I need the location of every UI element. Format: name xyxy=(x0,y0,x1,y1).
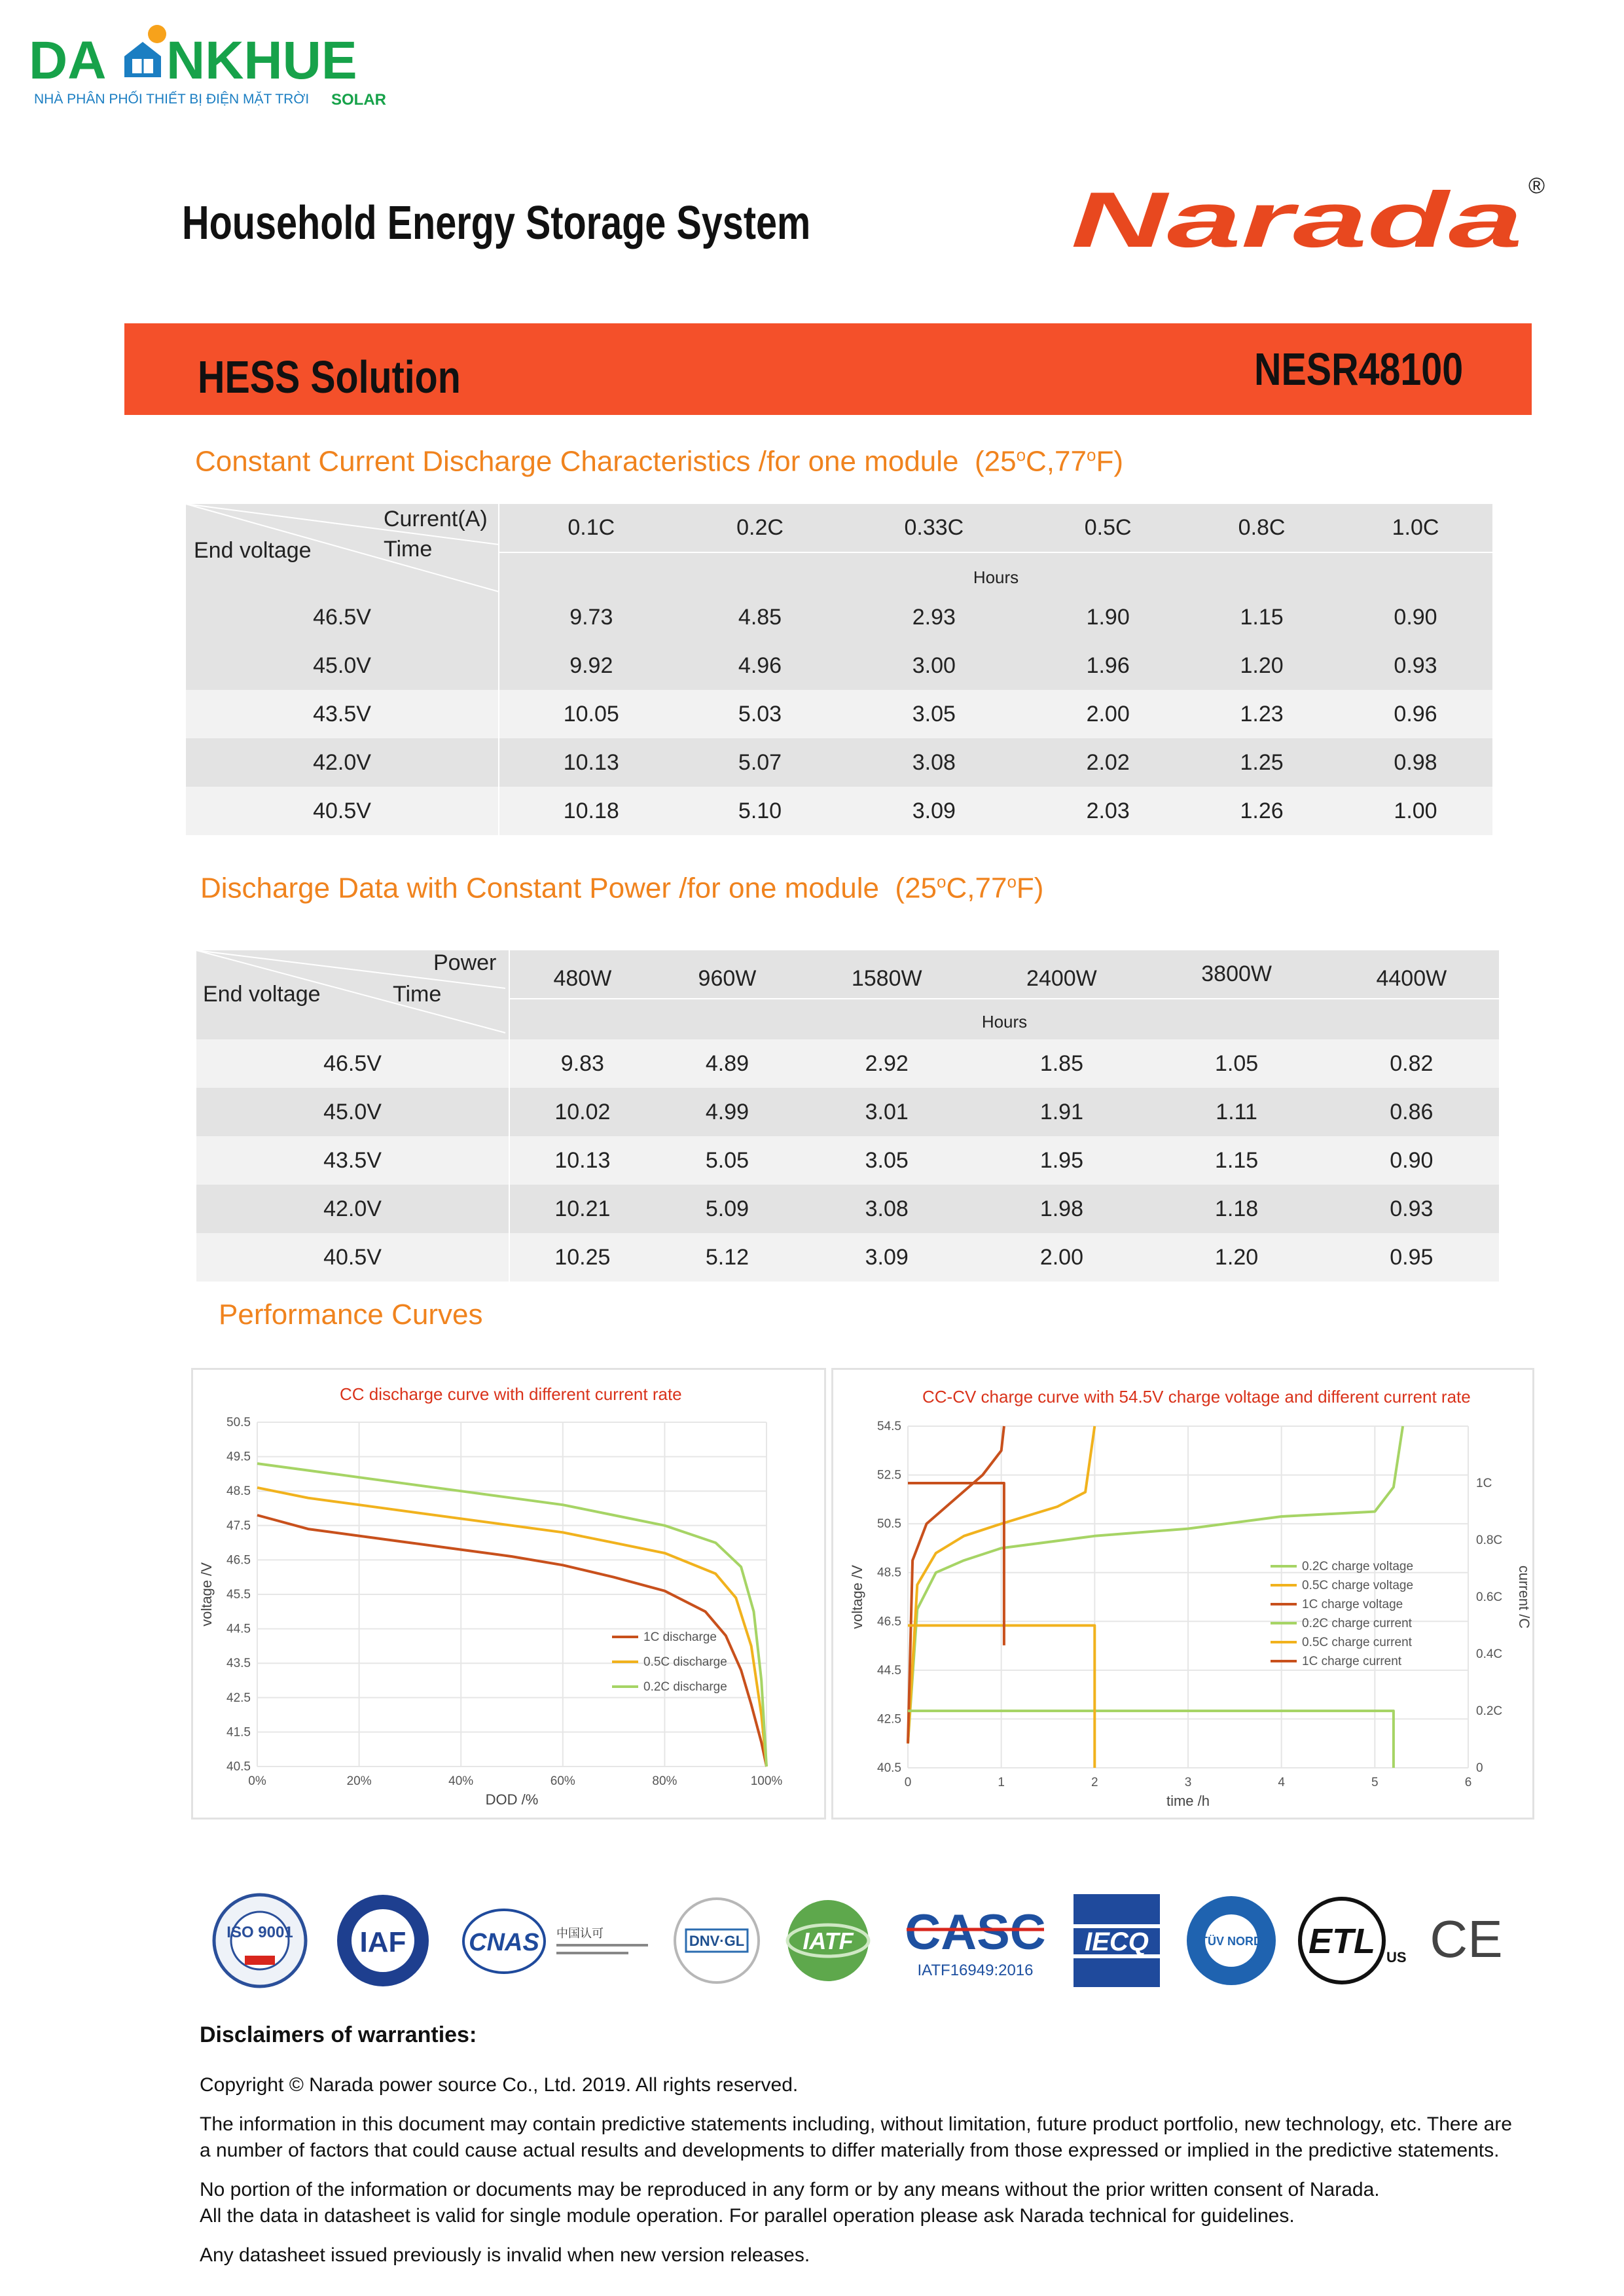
hours-unit-label: Hours xyxy=(499,552,1492,593)
table-cell: 0.93 xyxy=(1324,1185,1499,1233)
svg-text:NKHUE: NKHUE xyxy=(166,31,357,90)
table-row xyxy=(196,1136,1499,1185)
y-tick-label: 40.5 xyxy=(226,1760,251,1774)
corner-end-voltage-label: End voltage xyxy=(203,982,321,1007)
table-cell: 4.85 xyxy=(683,593,837,641)
table-cell: 10.18 xyxy=(563,798,619,823)
svg-text:Narada: Narada xyxy=(1071,176,1523,264)
y-tick-label: 40.5 xyxy=(877,1761,901,1775)
x-tick-label: 1 xyxy=(998,1776,1005,1789)
cc-discharge-chart xyxy=(193,1370,824,1818)
y2-tick-label: 0.4C xyxy=(1476,1647,1503,1661)
svg-text:ISO 9001: ISO 9001 xyxy=(226,1924,293,1941)
svg-text:IATF16949:2016: IATF16949:2016 xyxy=(917,1962,1034,1979)
band-model-number: NESR48100 xyxy=(1254,344,1463,395)
svg-text:IECQ: IECQ xyxy=(1085,1928,1149,1956)
series-line xyxy=(908,1426,1004,1744)
table-cell: 9.92 xyxy=(499,641,683,690)
narada-logo xyxy=(1060,167,1558,264)
table-cell: 1.90 xyxy=(1031,593,1185,641)
table-cell: 1.98 xyxy=(974,1185,1149,1233)
x-tick-label: 20% xyxy=(346,1774,372,1788)
table-cell: 3.00 xyxy=(837,641,1031,690)
svg-text:CNAS: CNAS xyxy=(469,1929,539,1956)
iaf-logo xyxy=(327,1888,439,1993)
table-cell: 0.90 xyxy=(1339,593,1492,641)
table-cell: 9.73 xyxy=(499,593,683,641)
reproduction-notice-text: No portion of the information or documents may be reproduced in any form or by any means without the prior written consent of Narada. xyxy=(200,2179,1380,2200)
table-cell: 2.03 xyxy=(1086,798,1130,823)
legend-label: 0.2C discharge xyxy=(643,1680,727,1694)
end-voltage-cell: 40.5V xyxy=(196,1233,509,1282)
y2-axis-label: current /C xyxy=(1516,1565,1532,1629)
table-cell: 0.86 xyxy=(1324,1088,1499,1136)
end-voltage-cell: 45.0V xyxy=(186,641,499,690)
y-tick-label: 43.5 xyxy=(226,1657,251,1671)
column-header: 4400W xyxy=(1324,950,1499,999)
table-row xyxy=(186,787,1492,835)
x-tick-label: 6 xyxy=(1464,1776,1472,1789)
table-row xyxy=(186,690,1492,738)
svg-text:SOLAR: SOLAR xyxy=(331,91,386,109)
table-cell: 10.25 xyxy=(554,1244,611,1270)
column-header: 3800W xyxy=(1149,950,1324,999)
y2-tick-label: 0.6C xyxy=(1476,1590,1503,1604)
corner-power-label: Power xyxy=(433,950,497,975)
table-cell: 3.08 xyxy=(799,1185,974,1233)
iecq-logo xyxy=(1071,1888,1163,1993)
chart-title: CC discharge curve with different current rate xyxy=(340,1384,682,1404)
table-cell: 10.21 xyxy=(509,1185,655,1233)
column-header: 2400W xyxy=(974,950,1149,999)
y-axis-label: voltage /V xyxy=(849,1565,865,1629)
y-tick-label: 42.5 xyxy=(877,1712,901,1727)
x-tick-label: 80% xyxy=(652,1774,677,1788)
table-cell: 9.83 xyxy=(560,1050,604,1076)
cc-discharge-table xyxy=(186,504,1492,835)
corner-current-label: Current(A) xyxy=(384,507,488,531)
svg-text:IATF: IATF xyxy=(803,1928,854,1954)
column-header: 1.0C xyxy=(1339,504,1492,552)
x-tick-label: 100% xyxy=(750,1774,783,1788)
table-cell: 0.90 xyxy=(1390,1147,1434,1173)
svg-text:DA: DA xyxy=(29,31,107,90)
x-tick-label: 5 xyxy=(1371,1776,1379,1789)
end-voltage-cell: 43.5V xyxy=(196,1136,509,1185)
casc-logo xyxy=(900,1888,1051,1993)
charge-chart-panel xyxy=(831,1368,1534,1820)
table-cell: 1.05 xyxy=(1215,1050,1259,1076)
table-row xyxy=(196,1233,1499,1282)
end-voltage-cell: 42.0V xyxy=(196,1185,509,1233)
table-cell: 0.93 xyxy=(1339,641,1492,690)
band-solution-label: HESS Solution xyxy=(198,351,461,403)
corner-end-voltage-label: End voltage xyxy=(194,538,312,563)
column-header: 0.2C xyxy=(683,504,837,552)
danhkhue-solar-logo xyxy=(26,20,386,118)
discharge-chart-panel xyxy=(191,1368,826,1820)
y-tick-label: 49.5 xyxy=(226,1450,251,1464)
table-cell: 1.23 xyxy=(1240,701,1284,726)
svg-text:中国认可: 中国认可 xyxy=(556,1927,604,1941)
table-row xyxy=(186,738,1492,787)
svg-text:US: US xyxy=(1386,1949,1407,1965)
svg-text:NHÀ PHÂN PHỐI THIẾT BỊ ĐIỆN MẶ: NHÀ PHÂN PHỐI THIẾT BỊ ĐIỆN MẶT TRỜI xyxy=(34,92,310,107)
table-cell: 4.89 xyxy=(705,1050,749,1076)
x-tick-label: 60% xyxy=(550,1774,575,1788)
table-cell: 10.13 xyxy=(554,1147,611,1173)
section-title-performance-curves: Performance Curves xyxy=(219,1299,483,1331)
y-tick-label: 44.5 xyxy=(226,1622,251,1636)
y-tick-label: 52.5 xyxy=(877,1468,901,1482)
table-corner-header xyxy=(196,950,509,1039)
table-cell: 2.00 xyxy=(1086,701,1130,726)
svg-text:ETL: ETL xyxy=(1308,1922,1375,1961)
table-cell: 10.13 xyxy=(499,738,683,787)
y2-tick-label: 0.2C xyxy=(1476,1704,1503,1718)
end-voltage-cell: 45.0V xyxy=(196,1088,509,1136)
table-cell: 1.85 xyxy=(1039,1050,1083,1076)
column-header: 1580W xyxy=(799,950,974,999)
document-title: Household Energy Storage System xyxy=(182,197,811,249)
hours-unit-label: Hours xyxy=(509,999,1499,1039)
table-cell: 1.95 xyxy=(1039,1147,1083,1173)
x-axis-label: time /h xyxy=(1166,1793,1210,1809)
table-cell: 5.03 xyxy=(738,701,782,726)
table-cell: 1.15 xyxy=(1215,1147,1259,1173)
table-cell: 5.12 xyxy=(705,1244,749,1270)
legend-label: 0.2C charge voltage xyxy=(1302,1560,1414,1573)
column-header: 0.8C xyxy=(1185,504,1339,552)
table-row xyxy=(196,1088,1499,1136)
table-cell: 1.91 xyxy=(974,1088,1149,1136)
column-header: 480W xyxy=(509,950,655,999)
y-tick-label: 46.5 xyxy=(877,1615,901,1629)
table-cell: 3.09 xyxy=(865,1244,909,1270)
table-cell: 10.02 xyxy=(509,1088,655,1136)
legend-label: 0.5C charge current xyxy=(1302,1636,1412,1649)
table-cell: 4.99 xyxy=(655,1088,799,1136)
series-line xyxy=(257,1463,767,1767)
series-line xyxy=(257,1488,767,1767)
table-cell: 1.11 xyxy=(1149,1088,1324,1136)
copyright-text: Copyright © Narada power source Co., Ltd. 2019. All rights reserved. xyxy=(200,2074,799,2096)
predictive-statements-text: The information in this document may contain predictive statements including, without limitation, future product portfolio, new technology, etc. There are a number of factors that could cause actual results and developments to differ materially from those expressed or implied in the predictive statements. xyxy=(200,2113,1512,2161)
svg-text:IAF: IAF xyxy=(359,1926,406,1958)
y2-tick-label: 1C xyxy=(1476,1477,1492,1490)
legend-label: 1C charge voltage xyxy=(1302,1598,1403,1611)
column-header: 0.5C xyxy=(1031,504,1185,552)
y-tick-label: 42.5 xyxy=(226,1691,251,1705)
svg-text:®: ® xyxy=(1528,173,1545,198)
column-header: 0.33C xyxy=(837,504,1031,552)
table-cell: 5.10 xyxy=(738,798,782,823)
y-tick-label: 45.5 xyxy=(226,1588,251,1602)
x-tick-label: 4 xyxy=(1278,1776,1285,1789)
legend-label: 0.5C charge voltage xyxy=(1302,1579,1414,1592)
tuv-nord-logo xyxy=(1182,1888,1280,1993)
cnas-logo xyxy=(458,1888,655,1993)
table-row xyxy=(196,1185,1499,1233)
table-cell: 3.05 xyxy=(912,701,956,726)
svg-text:DNV·GL: DNV·GL xyxy=(689,1933,745,1949)
table-cell: 0.98 xyxy=(1339,738,1492,787)
y-tick-label: 46.5 xyxy=(226,1553,251,1568)
table-cell: 5.09 xyxy=(655,1185,799,1233)
end-voltage-cell: 43.5V xyxy=(186,690,499,738)
y-tick-label: 41.5 xyxy=(226,1725,251,1740)
constant-power-table xyxy=(196,950,1499,1282)
iatf-logo xyxy=(779,1888,877,1993)
table-cell: 1.18 xyxy=(1149,1185,1324,1233)
end-voltage-cell: 40.5V xyxy=(186,787,499,835)
table-cell: 1.20 xyxy=(1185,641,1339,690)
y-tick-label: 47.5 xyxy=(226,1518,251,1533)
y-tick-label: 50.5 xyxy=(877,1517,901,1532)
table-cell: 0.82 xyxy=(1390,1050,1434,1076)
y-tick-label: 44.5 xyxy=(877,1663,901,1677)
chart-title: CC-CV charge curve with 54.5V charge voltage and different current rate xyxy=(922,1387,1471,1407)
legend-label: 0.2C charge current xyxy=(1302,1617,1412,1630)
x-axis-label: DOD /% xyxy=(485,1791,539,1808)
ce-mark-logo xyxy=(1427,1888,1506,1993)
table-cell: 4.96 xyxy=(683,641,837,690)
table-cell: 1.15 xyxy=(1185,593,1339,641)
iso-9001-logo xyxy=(211,1888,309,1993)
y-tick-label: 50.5 xyxy=(226,1416,251,1429)
disclaimers-heading: Disclaimers of warranties: xyxy=(200,2022,477,2047)
svg-text:CE: CE xyxy=(1430,1910,1503,1968)
table-cell: 1.00 xyxy=(1394,798,1437,823)
table-cell: 0.95 xyxy=(1390,1244,1434,1270)
cccv-charge-chart xyxy=(833,1370,1532,1818)
y2-tick-label: 0.8C xyxy=(1476,1534,1503,1547)
x-tick-label: 3 xyxy=(1184,1776,1192,1789)
table-cell: 3.05 xyxy=(865,1147,909,1173)
y-tick-label: 48.5 xyxy=(877,1566,901,1580)
table-cell: 1.26 xyxy=(1240,798,1284,823)
end-voltage-cell: 42.0V xyxy=(186,738,499,787)
column-header: 960W xyxy=(655,950,799,999)
table-cell: 2.02 xyxy=(1031,738,1185,787)
end-voltage-cell: 46.5V xyxy=(196,1039,509,1088)
x-tick-label: 40% xyxy=(448,1774,474,1788)
table-cell: 2.92 xyxy=(865,1050,909,1076)
corner-time-label: Time xyxy=(393,982,442,1007)
table-row xyxy=(186,641,1492,690)
x-tick-label: 0% xyxy=(248,1774,266,1788)
y-tick-label: 54.5 xyxy=(877,1420,901,1433)
table-cell: 1.96 xyxy=(1031,641,1185,690)
y-axis-label: voltage /V xyxy=(198,1562,215,1626)
table-corner-header xyxy=(186,504,499,593)
table-cell: 1.25 xyxy=(1185,738,1339,787)
legend-label: 1C charge current xyxy=(1302,1655,1402,1668)
column-header: 0.1C xyxy=(499,504,683,552)
y2-tick-label: 0 xyxy=(1476,1761,1483,1775)
table-row xyxy=(196,1039,1499,1088)
single-module-notice-text: All the data in datasheet is valid for single module operation. For parallel operation please ask Narada technical for guidelines. xyxy=(200,2205,1295,2227)
svg-text:TÜV NORD: TÜV NORD xyxy=(1200,1935,1262,1948)
end-voltage-cell: 46.5V xyxy=(186,593,499,641)
table-cell: 3.08 xyxy=(837,738,1031,787)
table-cell: 0.96 xyxy=(1394,701,1437,726)
table-cell: 1.20 xyxy=(1215,1244,1259,1270)
section-title-constant-power: Discharge Data with Constant Power /for one module (25$^o$C,77$^o$F) xyxy=(200,872,1044,905)
table-cell: 5.07 xyxy=(683,738,837,787)
dnv-gl-logo xyxy=(661,1888,772,1993)
table-cell: 5.05 xyxy=(705,1147,749,1173)
table-cell: 2.00 xyxy=(1039,1244,1083,1270)
table-cell: 2.93 xyxy=(837,593,1031,641)
table-row xyxy=(186,593,1492,641)
legend-label: 0.5C discharge xyxy=(643,1655,727,1669)
table-cell: 3.09 xyxy=(912,798,956,823)
house-sun-icon xyxy=(124,25,166,77)
corner-time-label: Time xyxy=(384,537,433,562)
legend-label: 1C discharge xyxy=(643,1630,717,1644)
section-title-cc-discharge: Constant Current Discharge Characteristics /for one module (25$^o$C,77$^o$F) xyxy=(195,445,1123,478)
table-cell: 3.01 xyxy=(799,1088,974,1136)
y-tick-label: 48.5 xyxy=(226,1484,251,1499)
x-tick-label: 2 xyxy=(1091,1776,1098,1789)
x-tick-label: 0 xyxy=(904,1776,912,1789)
table-cell: 10.05 xyxy=(563,701,619,726)
svg-text:CASC: CASC xyxy=(905,1905,1046,1960)
datasheet-validity-text: Any datasheet issued previously is invalid when new version releases. xyxy=(200,2244,810,2266)
etl-listed-logo xyxy=(1296,1888,1414,1993)
